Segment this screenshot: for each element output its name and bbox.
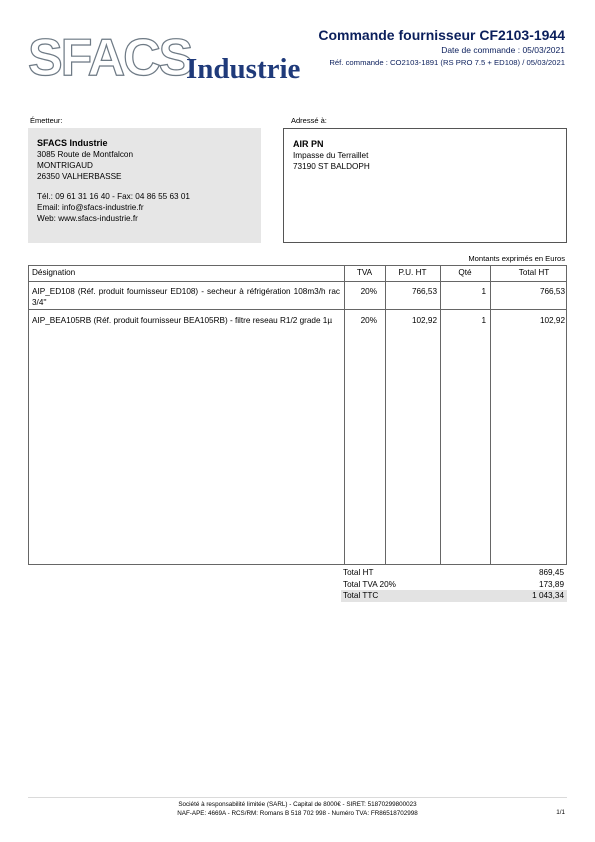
line-quantity: 1 [481,287,486,296]
line-unit-price: 102,92 [411,316,437,325]
footer-legal [28,800,567,818]
footer-divider [28,797,567,798]
logo-brand-text: SFACS [28,29,192,87]
footer-line-1: Société à responsabilité limitée (SARL) - Capital de 8000€ - SIRET: 51870299800023 [178,801,417,808]
recipient-box [283,128,567,243]
recipient-label: Adressé à: [291,116,327,125]
logo-suffix-text: Industrie [186,53,301,85]
total-tva-value: 173,89 [538,579,564,589]
footer-line-2: NAF-APE: 4669A - RCS/RM: Romans B 518 702 998 - Numéro TVA: FR86518702998 [177,810,418,817]
recipient-address-line: Impasse du Terraillet [293,151,369,160]
row-divider [29,309,566,310]
sender-address-line: MONTRIGAUD [37,161,93,170]
total-ht-value: 869,45 [538,568,564,577]
line-tva: 20% [360,316,377,325]
column-divider [344,266,345,564]
header-quantity: Qté [458,268,472,277]
line-quantity: 1 [481,316,486,325]
page-number: 1/1 [556,809,565,816]
sender-address-line: 26350 VALHERBASSE [37,172,122,181]
total-ttc-label: Total TTC [343,591,379,600]
sender-web: Web: www.sfacs-industrie.fr [37,214,138,223]
order-date: Date de commande : 05/03/2021 [441,45,565,55]
document-title: Commande fournisseur CF2103-1944 [318,27,565,43]
column-divider [440,266,441,564]
header-designation: Désignation [32,268,76,277]
total-ttc-value: 1 043,34 [532,591,564,600]
header-total: Total HT [518,268,550,277]
sender-phone: Tél.: 09 61 31 16 40 - Fax: 04 86 55 63 01 [37,192,190,201]
total-tva-line [341,579,567,591]
column-divider [385,266,386,564]
total-ht-label: Total HT [343,568,374,577]
recipient-name: AIR PN [293,139,324,149]
sender-address-line: 3085 Route de Montfalcon [37,150,134,159]
order-reference: Réf. commande : CO2103-1891 (RS PRO 7.5 + ED108) / 05/03/2021 [329,58,565,67]
sender-box [28,128,261,243]
header-tva: TVA [356,268,373,277]
sender-name: SFACS Industrie [37,138,108,148]
sender-label: Émetteur: [30,116,63,125]
line-designation: AIP_BEA105RB (Réf. produit fournisseur BEA105RB) - filtre reseau R1/2 grade 1µ [32,316,333,325]
totals-block [341,567,567,602]
line-total: 102,92 [539,316,565,325]
total-ttc-line [341,590,567,602]
sender-email: Email: info@sfacs-industrie.fr [37,203,144,212]
total-tva-label: Total TVA 20% [343,579,396,589]
recipient-address-line: 73190 ST BALDOPH [293,162,370,171]
line-total: 766,53 [539,287,565,296]
line-tva: 20% [360,287,377,296]
currency-note: Montants exprimés en Euros [468,254,565,263]
company-logo [26,30,316,86]
column-divider [490,266,491,564]
order-lines-table [28,265,567,565]
table-header-row [29,266,566,282]
total-ht-line [341,567,567,579]
line-unit-price: 766,53 [411,287,437,296]
header-unit-price: P.U. HT [398,268,427,277]
line-designation: AIP_ED108 (Réf. produit fournisseur ED108) - secheur à réfrigération 108m3/h rac 3/4'' [32,287,340,307]
